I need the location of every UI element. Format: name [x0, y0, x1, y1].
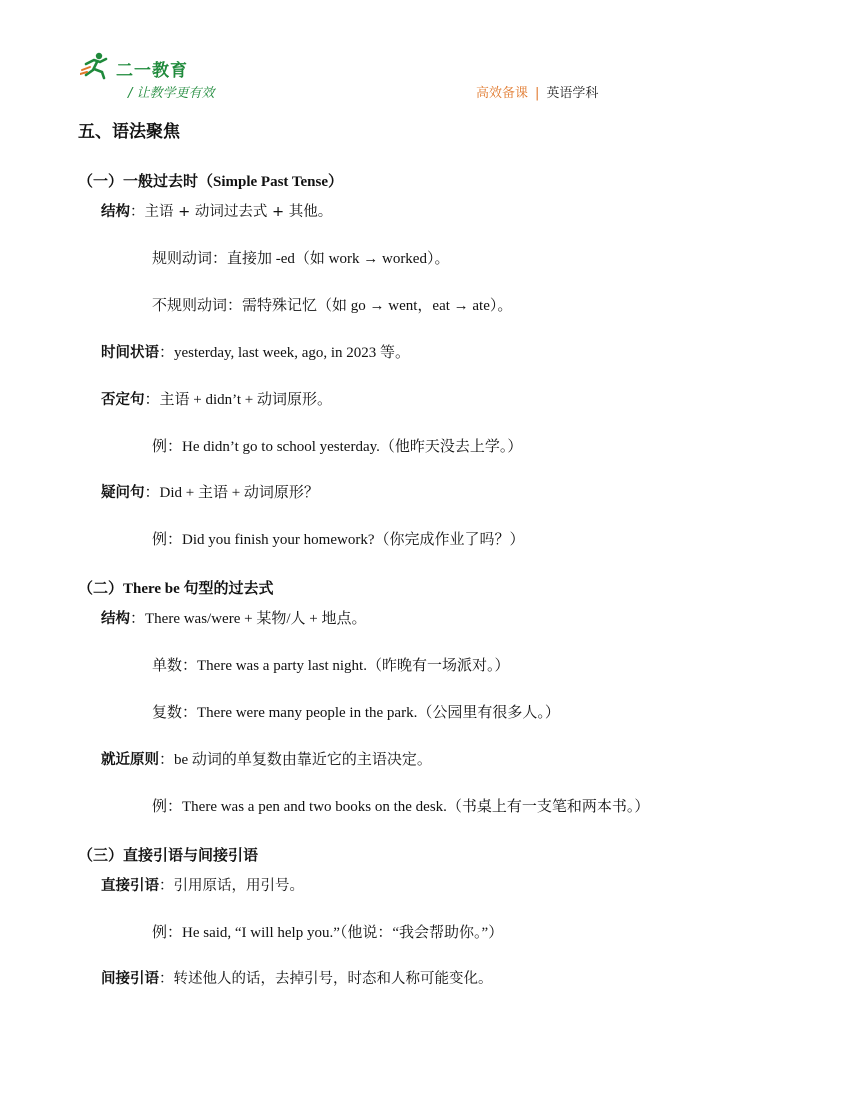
proximity-label: 就近原则 — [101, 752, 159, 768]
there-be-structure — [101, 609, 366, 629]
past-structure-label: 结构 — [101, 204, 130, 220]
irregular-verbs: 不规则动词：需特殊记忆（如 go → went，eat → ate）。 — [152, 298, 513, 314]
direct-speech-label: 直接引语 — [101, 878, 159, 894]
past-structure-text: ：主语 + 动词过去式 + 其他。 — [130, 204, 333, 220]
question-text: ：Did + 主语 + 动词原形？ — [144, 485, 319, 501]
subsection-title-there-be: （二）There be 句型的过去式 — [78, 581, 274, 597]
negative-text: ：主语 + didn’t + 动词原形。 — [144, 392, 332, 408]
indirect-speech-text: ：转述他人的话，去掉引号，时态和人称可能变化。 — [159, 971, 493, 987]
question-example: 例：Did you finish your homework?（你完成作业了吗？） — [152, 532, 525, 548]
header-subject-name: 英语学科 — [546, 86, 599, 101]
there-be-structure-text: ：There was/were + 某物/人 + 地点。 — [130, 611, 367, 627]
proximity-rule — [101, 750, 432, 770]
header-tag: 高效备课 — [476, 86, 529, 101]
direct-speech-example: 例：He said, “I will help you.”（他说：“我会帮助你。”） — [152, 925, 504, 941]
singular-example: 单数：There was a party last night.（昨晚有一场派对。） — [152, 658, 510, 674]
there-be-structure-label: 结构 — [101, 611, 130, 627]
slogan: / 让教学更有效 — [128, 86, 215, 101]
subsection-title-speech: （三）直接引语与间接引语 — [78, 848, 259, 864]
negative-label: 否定句 — [101, 392, 145, 408]
negative-sentence — [101, 390, 332, 410]
indirect-speech-label: 间接引语 — [101, 971, 159, 987]
proximity-text: ：be 动词的单复数由靠近它的主语决定。 — [159, 752, 432, 768]
time-text: ：yesterday, last week, ago, in 2023 等。 — [159, 345, 411, 361]
indirect-speech — [101, 969, 493, 989]
regular-verbs: 规则动词：直接加 -ed（如 work → worked）。 — [152, 251, 450, 267]
time-label: 时间状语 — [101, 345, 159, 361]
subsection-title-past-tense: （一）一般过去时（Simple Past Tense） — [78, 174, 344, 190]
past-structure — [101, 202, 332, 222]
plural-example: 复数：There were many people in the park.（公园里有很多人。） — [152, 705, 560, 721]
section-title: 五、语法聚焦 — [78, 122, 180, 142]
direct-speech — [101, 876, 304, 896]
negative-example: 例：He didn’t go to school yesterday.（他昨天没去上学。） — [152, 439, 523, 455]
time-adverbials — [101, 343, 410, 363]
logo-text: 二一教育 — [116, 61, 188, 81]
question-label: 疑问句 — [101, 485, 145, 501]
page-header — [0, 0, 860, 110]
header-separator: | — [535, 86, 540, 101]
direct-speech-text: ：引用原话，用引号。 — [159, 878, 304, 894]
proximity-example: 例：There was a pen and two books on the desk.（书桌上有一支笔和两本书。） — [152, 799, 650, 815]
question-sentence — [101, 483, 319, 503]
header-subject — [476, 82, 598, 101]
